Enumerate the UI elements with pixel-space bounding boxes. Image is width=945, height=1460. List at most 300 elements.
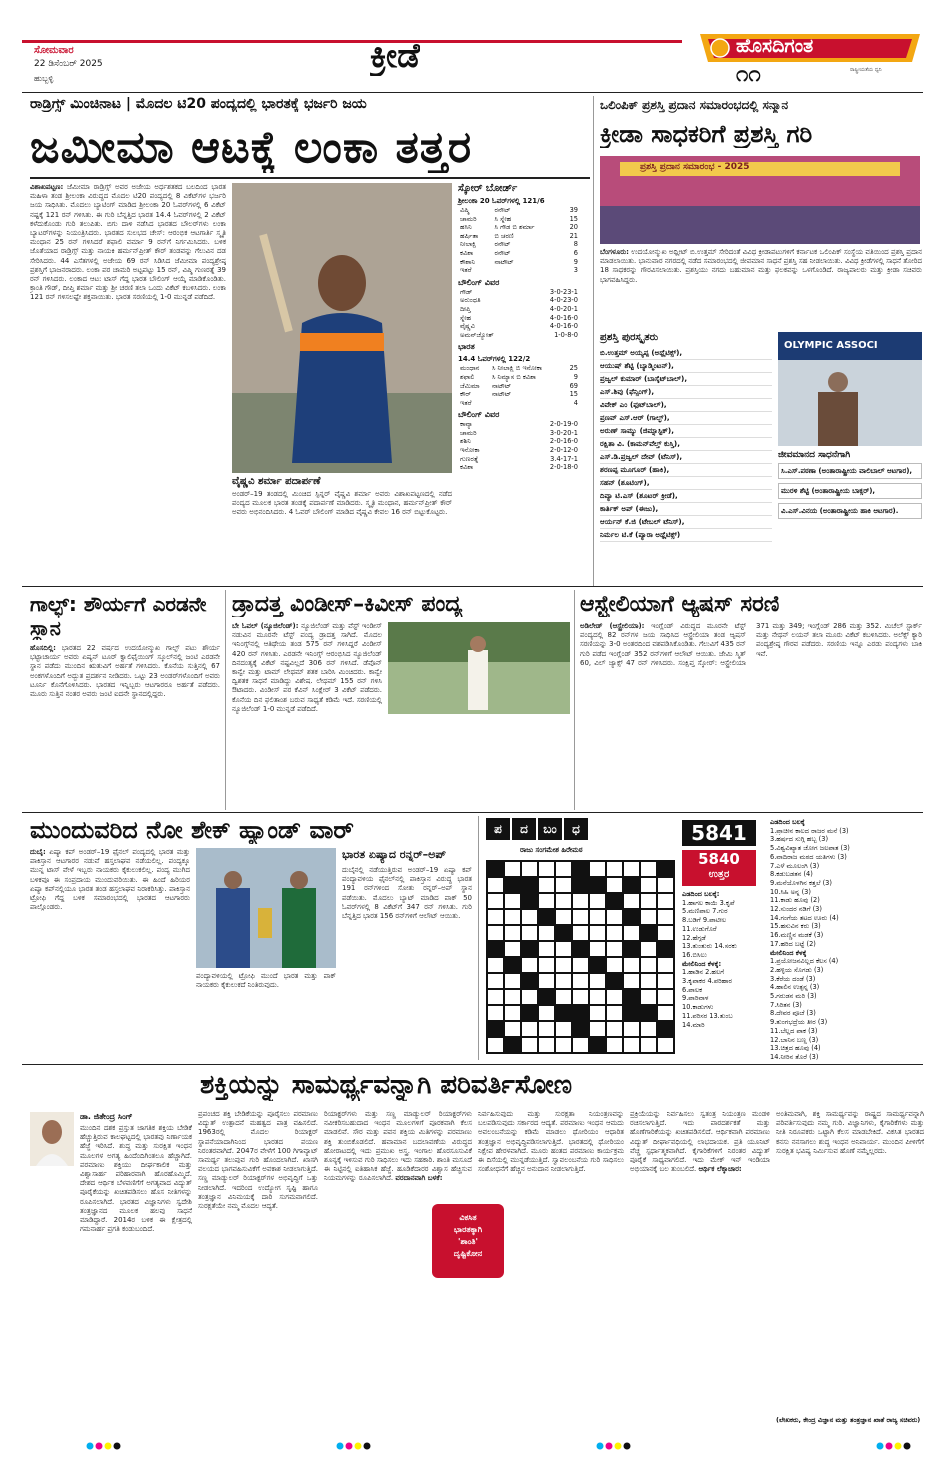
crossword-block bbox=[589, 877, 606, 893]
score-cell: 4-0-16-0 bbox=[549, 322, 578, 331]
score-cell: ಅಮನ್‌ಜ್ಯೋತ್ bbox=[460, 330, 494, 339]
crossword-cell[interactable] bbox=[640, 1037, 657, 1053]
winner-item: ದಿವ್ಯಾ ಟಿ.ಎಸ್ (ಶೂಟರ್ ಕ್ರೀಡೆ), bbox=[600, 490, 772, 503]
crossword-block bbox=[504, 877, 521, 893]
crossword-cell[interactable] bbox=[555, 973, 572, 989]
crossword-cell[interactable] bbox=[521, 957, 538, 973]
crossword-cell[interactable] bbox=[589, 861, 606, 877]
crossword-cell[interactable] bbox=[555, 893, 572, 909]
crossword-cell[interactable] bbox=[589, 893, 606, 909]
score-row bbox=[458, 215, 580, 224]
crossword-cell[interactable] bbox=[521, 861, 538, 877]
crossword-cell[interactable] bbox=[640, 941, 657, 957]
clue-item: 12.ಬಾನಿನ ಬಣ್ಣ (3) bbox=[770, 1035, 819, 1044]
crossword-cell[interactable] bbox=[555, 861, 572, 877]
clue-item: 4.ಹಾಲಿನ ಉತ್ಪನ್ನ (3) bbox=[770, 983, 820, 992]
crossword-cell[interactable] bbox=[589, 973, 606, 989]
clues-across bbox=[770, 827, 924, 949]
answer-item: 11.ಪರಿಸರ 13.ತುಂಬ bbox=[682, 1011, 733, 1020]
registration-dot bbox=[355, 1443, 362, 1450]
crossword-block bbox=[589, 957, 606, 973]
clues-across-head: ಎಡದಿಂದ ಬಲಕ್ಕೆ bbox=[770, 818, 805, 826]
crossword-cell[interactable] bbox=[623, 893, 640, 909]
pullquote bbox=[432, 1204, 504, 1278]
score-cell: ಸಿ ಸ್ನೇಹ bbox=[494, 214, 512, 223]
masthead bbox=[0, 0, 945, 92]
puzzle-title-letter: ಧ bbox=[564, 818, 588, 840]
handshake-photo bbox=[196, 848, 336, 968]
handshake-side-body: ದುಬೈನಲ್ಲಿ ನಡೆಯುತ್ತಿರುವ ಅಂಡರ್–19 ಏಷ್ಯಾ ಕಪ್ ಪಂದ್ಯಾವಳಿಯ ಫೈನಲ್‌ನಲ್ಲಿ ಪಾಕಿಸ್ತಾನ ವಿರುದ್ಧ ಭಾರತ 191 ರನ್‌ಗಳಿಂದ ಸೋತು ರನ್ನರ್‌–ಅಪ್ ಸ್ಥಾನ ಪಡೆಯಿತು. ಮೊದಲು ಬ್ಯಾಟ್ ಮಾಡಿದ ಪಾಕ್ 50 ಓವರ್‌ಗಳಲ್ಲಿ 8 ವಿಕೆಟ್‌ಗೆ 347 ರನ್ ಗಳಿಸಿತು. ಗುರಿ ಬೆನ್ನತ್ತಿದ ಭಾರತ 156 ರನ್‌ಗಳಿಗೆ ಆಲೌಟ್ ಆಯಿತು. bbox=[342, 866, 472, 921]
editorial-author: ಡಾ. ಜಿತೇಂದ್ರ ಸಿಂಗ್ bbox=[80, 1112, 133, 1121]
issue-day: ಸೋಮವಾರ bbox=[34, 45, 74, 56]
registration-dot bbox=[606, 1443, 613, 1450]
score-cell: ರನೌಟ್ bbox=[494, 248, 511, 257]
crossword-cell[interactable] bbox=[487, 925, 504, 941]
header-rule-top bbox=[22, 40, 682, 43]
score-cell: 2-0-12-0 bbox=[549, 446, 578, 455]
registration-dot bbox=[877, 1443, 884, 1450]
answer-item: 16.ಬಿಸಿಲು bbox=[682, 950, 707, 959]
crossword-cell[interactable] bbox=[589, 925, 606, 941]
olympic-winners-head: ಪ್ರಶಸ್ತಿ ಪುರಸ್ಕೃತರು bbox=[600, 332, 659, 343]
editorial-col1: ಮುಂದಿನ ದಶಕ ಪ್ರಸ್ತುತ ಜಾಗತಿಕ ಶಕ್ತಿಯ ಬೇಡಿಕೆ ಹೆಚ್ಚುತ್ತಿರುವ ಕಾಲಘಟ್ಟದಲ್ಲಿ ಭಾರತವು ನಿರ್ಣಾಯಕ ಹೆಜ್ಜೆ ಇರಿಸಿದೆ. ಶುದ್ಧ ಮತ್ತು ಸುರಕ್ಷಿತ ಇಂಧನ ಮೂಲಗಳ ಅಗತ್ಯ ಹಿಂದೆಂದಿಗಿಂತಲೂ ಹೆಚ್ಚಾಗಿದೆ. ಪರಮಾಣು ಶಕ್ತಿಯು ದೀರ್ಘಕಾಲಿಕ ಮತ್ತು ವಿಶ್ವಾಸಾರ್ಹ ಪರಿಹಾರವಾಗಿ ಹೊರಹೊಮ್ಮಿದೆ. ದೇಶದ ಆರ್ಥಿಕ ಬೆಳವಣಿಗೆಗೆ ಅಗತ್ಯವಾದ ವಿದ್ಯುತ್ ಪೂರೈಕೆಯನ್ನು ಖಚಿತಪಡಿಸಲು ಹೊಸ ನೀತಿಗಳನ್ನು ರೂಪಿಸಲಾಗಿದೆ. ಭಾರತದ ವಿಜ್ಞಾನಿಗಳು ಸ್ವದೇಶಿ ತಂತ್ರಜ್ಞಾನದ ಮೂಲಕ ಹಲವು ಸಾಧನೆ ಮಾಡಿದ್ದಾರೆ. 2014ರ ಬಳಿಕ ಈ ಕ್ಷೇತ್ರದಲ್ಲಿ ಗಮನಾರ್ಹ ಪ್ರಗತಿ ಕಂಡುಬಂದಿದೆ. bbox=[80, 1124, 192, 1234]
lifetime-item: ವಿ.ಎಸ್.ವಿನಯ (ಅಂತಾರಾಷ್ಟ್ರೀಯ ಹಾಕಿ ಆಟಗಾರ). bbox=[778, 503, 922, 519]
scoreboard bbox=[458, 183, 580, 583]
score-row bbox=[458, 399, 580, 408]
page-number: ೧೧ bbox=[736, 62, 761, 87]
crossword-cell[interactable] bbox=[623, 1021, 640, 1037]
crossword-cell[interactable] bbox=[521, 989, 538, 1005]
score-cell: ಸ್ನೇಹ bbox=[460, 313, 472, 322]
olympic-photo-2 bbox=[778, 332, 922, 446]
score-cell: ಗುಣರತ್ನೆ bbox=[460, 454, 479, 463]
crossword-block bbox=[572, 941, 589, 957]
score-cell: ವೈಷ್ಣವಿ bbox=[460, 322, 475, 331]
clue-item: 9.ತುಂಗಭದ್ರೆಯ ತೀರ (3) bbox=[770, 1018, 828, 1027]
registration-dot bbox=[87, 1443, 94, 1450]
crossword-cell[interactable] bbox=[606, 877, 623, 893]
score-cell: 20 bbox=[569, 223, 578, 232]
crossword-cell[interactable] bbox=[640, 1021, 657, 1037]
header-divider bbox=[22, 92, 923, 93]
crossword-cell[interactable] bbox=[487, 957, 504, 973]
score-cell: ಕವಿಶಾ bbox=[460, 463, 474, 472]
olympic-body-text: ಉದಯೋನ್ಮುಖ ಅಥ್ಲೀಟ್ ಬಿ.ಉತ್ತಮ್ ಸೇರಿದಂತೆ ವಿವಿಧ ಕ್ರೀಡಾಪಟುಗಳಿಗೆ ಕರ್ನಾಟಕ ಒಲಿಂಪಿಕ್ ಸಂಸ್ಥೆಯ ವತಿಯಿಂದ ಪ್ರಶಸ್ತಿ ಪ್ರದಾನ ಮಾಡಲಾಯಿತು. ಭಾನುವಾರ ನಗರದಲ್ಲಿ ನಡೆದ ಸಮಾರಂಭದಲ್ಲಿ ಜೀವಮಾನ ಸಾಧನೆ ಪ್ರಶಸ್ತಿ ಸಹ ನೀಡಲಾಯಿತು. ವಿವಿಧ ಕ್ರೀಡೆಗಳಲ್ಲಿ ಸಾಧನೆ ತೋರಿದ 18 ಸಾಧಕರನ್ನು ಗೌರವಿಸಲಾಯಿತು. ಪ್ರಶಸ್ತಿಯು ನಗದು ಬಹುಮಾನ ಮತ್ತು ಫಲಕವನ್ನು ಒಳಗೊಂಡಿದೆ. ರಾಜ್ಯಪಾಲರು ಮತ್ತು ಕ್ರೀಡಾ ಸಚಿವರು ಭಾಗವಹಿಸಿದ್ದರು. bbox=[600, 248, 922, 284]
score-cell: ಗೌಡ್ bbox=[460, 287, 473, 296]
score-cell: 2-0-16-0 bbox=[549, 437, 578, 446]
clue-item: 7.ಸಿರಿತನ (3) bbox=[770, 1000, 802, 1009]
score-cell: ನಾಟೌಟ್ bbox=[491, 390, 512, 399]
crossword-cell[interactable] bbox=[487, 973, 504, 989]
crossword-cell[interactable] bbox=[504, 1005, 521, 1021]
ashes-dateline: ಅಡಿಲೇಡ್ (ಆಸ್ಟ್ರೇಲಿಯಾ): bbox=[580, 622, 645, 630]
registration-dot bbox=[624, 1443, 631, 1450]
clue-item: 12.ಸುಂದರ ನಡಿಗೆ (3) bbox=[770, 905, 822, 914]
windies-body bbox=[232, 622, 382, 806]
answer-box bbox=[682, 850, 756, 886]
crossword-block bbox=[572, 1021, 589, 1037]
clue-item: 11.ಬೆಲ್ಲದ ಪಾಕ (3) bbox=[770, 1026, 818, 1035]
crossword-cell[interactable] bbox=[640, 989, 657, 1005]
score-cell: 39 bbox=[569, 206, 578, 214]
crossword-cell[interactable] bbox=[538, 941, 555, 957]
crossword-cell[interactable] bbox=[555, 989, 572, 1005]
crossword-cell[interactable] bbox=[487, 877, 504, 893]
handshake-body bbox=[30, 848, 190, 1058]
score-row bbox=[458, 322, 580, 331]
winner-item: ಆರ್ಯನ್ ಕೆ.ಜಿ (ಟೇಬಲ್ ಟೆನಿಸ್), bbox=[600, 516, 772, 529]
registration-dot bbox=[904, 1443, 911, 1450]
crossword-cell[interactable] bbox=[538, 893, 555, 909]
clue-item: 7.ಎಳೆ ಮೂಲಂಗಿ (3) bbox=[770, 861, 820, 870]
registration-marks bbox=[0, 1438, 945, 1452]
olympic-winners-list bbox=[600, 347, 772, 542]
row3-divider bbox=[22, 1064, 923, 1065]
crossword-cell[interactable] bbox=[572, 893, 589, 909]
crossword-cell[interactable] bbox=[657, 909, 674, 925]
golf-headline bbox=[30, 592, 220, 640]
crossword-cell[interactable] bbox=[538, 925, 555, 941]
winner-item: ಕಾರ್ತಿಕ್ ಅಪ್ (ಈಜು), bbox=[600, 503, 772, 516]
crossword-block bbox=[521, 973, 538, 989]
editorial-col3-text: ರಿಯಾಕ್ಟರ್‌ಗಳು ಮತ್ತು ಸಣ್ಣ ಮಾಡ್ಯುಲರ್ ರಿಯಾಕ್ಟರ್‌ಗಳು ನವೀಕರಿಸಬಹುದಾದ ಇಂಧನ ಮೂಲಗಳಿಗೆ ಪೂರಕವಾಗಿ ಕೆಲಸ ಮಾಡಲಿವೆ. ಸೌರ ಮತ್ತು ಪವನ ಶಕ್ತಿಯ ಮಿತಿಗಳನ್ನು ಪರಮಾಣು ಶಕ್ತಿ ತುಂಬಿಕೊಡಲಿದೆ. ಹವಾಮಾನ ಬದಲಾವಣೆಯ ವಿರುದ್ಧದ ಹೋರಾಟದಲ್ಲಿ ಇದು ಪ್ರಮುಖ ಅಸ್ತ್ರ. ಇಂಗಾಲ ಹೊರಸೂಸುವಿಕೆ ಶೂನ್ಯಕ್ಕೆ ಇಳಿಸುವ ಗುರಿ ಸಾಧಿಸಲು ಇದು ಸಹಕಾರಿ. ಶಾಂತಿ ಮಸೂದೆ ಈ ನಿಟ್ಟಿನಲ್ಲಿ ಐತಿಹಾಸಿಕ ಹೆಜ್ಜೆ. ಹೂಡಿಕೆದಾರರ ವಿಶ್ವಾಸ ಹೆಚ್ಚಿಸುವ ನಿಯಮಗಳನ್ನು ರೂಪಿಸಲಾಗಿದೆ. bbox=[324, 1110, 472, 1183]
crossword-cell[interactable] bbox=[521, 1037, 538, 1053]
score-cell: 25 bbox=[569, 364, 578, 373]
crossword-block bbox=[521, 877, 538, 893]
score-cell: ಚಾಮರಿ bbox=[460, 214, 477, 223]
crossword-cell[interactable] bbox=[606, 1037, 623, 1053]
clue-item: 13.ಚಿತ್ರದ ಹೂವು (4) bbox=[770, 1044, 821, 1053]
crossword-cell[interactable] bbox=[538, 877, 555, 893]
prev-puzzle-number: 5840 bbox=[698, 850, 740, 868]
crossword-cell[interactable] bbox=[538, 973, 555, 989]
crossword-cell[interactable] bbox=[487, 1037, 504, 1053]
editorial-headline: ಶಕ್ತಿಯನ್ನು ಸಾಮರ್ಥ್ಯವನ್ನಾಗಿ ಪರಿವರ್ತಿಸೋಣ bbox=[200, 1070, 573, 1100]
winner-item: ಸಹನ್ (ಶೂಟಿಂಗ್), bbox=[600, 477, 772, 490]
score-row bbox=[458, 305, 580, 314]
score-row bbox=[458, 314, 580, 323]
crossword-cell[interactable] bbox=[606, 941, 623, 957]
score-row bbox=[458, 266, 580, 275]
answer-item: 1.ಹಾಡಿನ 2.ಹಲಗೆ bbox=[682, 968, 725, 977]
crossword-block bbox=[572, 861, 589, 877]
crossword-cell[interactable] bbox=[487, 909, 504, 925]
crossword-cell[interactable] bbox=[572, 909, 589, 925]
score-row bbox=[458, 258, 580, 267]
score-cell: ಸಿ ನೀಲಾಕ್ಷಿ ಬಿ ಇನೋಕಾ bbox=[491, 364, 543, 373]
answers-list bbox=[682, 890, 766, 1058]
crossword-cell[interactable] bbox=[657, 925, 674, 941]
registration-dot bbox=[114, 1443, 121, 1450]
winner-item: ವಿವೇಕ್ ಎಂ (ಫುಟ್‌ಬಾಲ್), bbox=[600, 399, 772, 412]
score-cell: 3-0-23-1 bbox=[549, 287, 578, 296]
score-cell: ಸಿ ಗೌಡ ಬಿ ಶರ್ಮಾ bbox=[494, 223, 535, 232]
clue-item: 10.ಸಿಹಿ ಅನ್ನ (3) bbox=[770, 887, 811, 896]
clue-item: 9.ಮನೆಯೊಳಗಿನ ಕತ್ತಲೆ (3) bbox=[770, 878, 832, 887]
crossword-cell[interactable] bbox=[623, 861, 640, 877]
sl-bowling-table bbox=[458, 288, 580, 340]
crossword-block bbox=[521, 941, 538, 957]
score-cell: 3-0-20-1 bbox=[549, 428, 578, 437]
editorial-col2: ಪ್ರಪಂಚದ ಶಕ್ತಿ ಬೇಡಿಕೆಯನ್ನು ಪೂರೈಸಲು ಪರಮಾಣು ವಿದ್ಯುತ್ ಉತ್ಪಾದನೆ ಮಹತ್ವದ ಪಾತ್ರ ವಹಿಸಲಿದೆ. 1963ರಲ್ಲಿ ಮೊದಲ ರಿಯಾಕ್ಟರ್ ಸ್ಥಾಪನೆಯಾದಾಗಿನಿಂದ ಭಾರತದ ಪಯಣ ನಿರಂತರವಾಗಿದೆ. 2047ರ ವೇಳೆಗೆ 100 ಗಿಗಾವ್ಯಾಟ್ ಸಾಮರ್ಥ್ಯ ತಲುಪುವ ಗುರಿ ಹೊಂದಲಾಗಿದೆ. ಖಾಸಗಿ ವಲಯದ ಭಾಗವಹಿಸುವಿಕೆಗೆ ಅವಕಾಶ ನೀಡಲಾಗುತ್ತಿದೆ. ಸಣ್ಣ ಮಾಡ್ಯುಲರ್ ರಿಯಾಕ್ಟರ್‌ಗಳ ಅಭಿವೃದ್ಧಿಗೆ ಒತ್ತು ನೀಡಲಾಗಿದೆ. ಇದರಿಂದ ಉದ್ಯೋಗ ಸೃಷ್ಟಿ ಹಾಗೂ ತಂತ್ರಜ್ಞಾನ ವಿನಿಮಯಕ್ಕೆ ದಾರಿ ಸುಗಮವಾಗಲಿದೆ. ಸುರಕ್ಷತೆಯೇ ನಮ್ಮ ಮೊದಲ ಆದ್ಯತೆ. bbox=[198, 1110, 318, 1211]
crossword-cell[interactable] bbox=[521, 1021, 538, 1037]
crossword-cell[interactable] bbox=[589, 909, 606, 925]
score-row bbox=[458, 463, 580, 472]
lead-rule bbox=[30, 177, 590, 179]
crossword-cell[interactable] bbox=[657, 973, 674, 989]
crossword-cell[interactable] bbox=[606, 909, 623, 925]
crossword-cell[interactable] bbox=[606, 1005, 623, 1021]
crossword-cell[interactable] bbox=[538, 1005, 555, 1021]
answer-item: 5.ಮಣಿಪಾಲ 7.ಗುರ bbox=[682, 907, 728, 916]
crossword-cell[interactable] bbox=[589, 1021, 606, 1037]
crossword-cell[interactable] bbox=[538, 1021, 555, 1037]
crossword-block bbox=[572, 877, 589, 893]
crossword-block bbox=[623, 989, 640, 1005]
answer-item: 3.ಕೃಪಾಕರ 4.ಪರಿಹಾರ bbox=[682, 977, 732, 986]
editorial-col4b bbox=[510, 1204, 624, 1430]
crossword-cell[interactable] bbox=[521, 909, 538, 925]
clue-item: 11.ಕಾಡು ಹೂವು (2) bbox=[770, 896, 820, 905]
crossword-cell[interactable] bbox=[606, 925, 623, 941]
crossword-cell[interactable] bbox=[555, 1037, 572, 1053]
sl-innings-head: ಶ್ರೀಲಂಕಾ 20 ಓವರ್‌ಗಳಲ್ಲಿ 121/6 bbox=[458, 197, 545, 205]
crossword-cell[interactable] bbox=[487, 893, 504, 909]
registration-dot bbox=[886, 1443, 893, 1450]
clue-item: 6.ವಾದಿರಾಜ ಮಠದ ಯತಿಗಳು (3) bbox=[770, 852, 847, 861]
registration-dot bbox=[895, 1443, 902, 1450]
registration-dot bbox=[337, 1443, 344, 1450]
windies-body-text: ನ್ಯೂಜಿಲೆಂಡ್ ಮತ್ತು ವೆಸ್ಟ್ ಇಂಡೀಸ್ ನಡುವಿನ ಮೂರನೇ ಟೆಸ್ಟ್ ಪಂದ್ಯ ಡ್ರಾದತ್ತ ಸಾಗಿದೆ. ಮೊದಲ ಇನಿಂಗ್ಸ್‌ನಲ್ಲಿ ಆತಿಥೇಯ ತಂಡ 575 ರನ್ ಗಳಿಸಿದ್ದರೆ ವಿಂಡೀಸ್ 420 ರನ್ ಗಳಿಸಿತು. ಎರಡನೇ ಇನಿಂಗ್ಸ್ ಆರಂಭಿಸಿದ ನ್ಯೂಜಿಲೆಂಡ್ ದಿನದಂತ್ಯಕ್ಕೆ ವಿಕೆಟ್ ನಷ್ಟವಿಲ್ಲದೆ 306 ರನ್ ಗಳಿಸಿದೆ. ಡೆವೊನ್ ಕಾನ್ವೇ ಮತ್ತು ಟಾಮ್ ಲೇಥಮ್ ಶತಕ ಬಾರಿಸಿ ಮಿಂಚಿದರು. ಕಾನ್ವೇ ದ್ವಿಶತಕ ಸಾಧನೆ ಮಾಡಿದ್ದು ವಿಶೇಷ. ಲೇಥಮ್ 155 ರನ್ ಗಳಿಸಿ ಔಟಾದರು. ವಿಂಡೀಸ್ ಪರ ಕೆವಿನ್ ಸಿಂಕ್ಲೇರ್ 3 ವಿಕೆಟ್ ಪಡೆದರು. ಕೊನೆಯ ದಿನ ಫಲಿತಾಂಶ ಬರುವ ಸಾಧ್ಯತೆ ಕಡಿಮೆ ಇದೆ. ಸರಣಿಯಲ್ಲಿ ನ್ಯೂಜಿಲೆಂಡ್ 1-0 ಮುನ್ನಡೆ ಪಡೆದಿದೆ. bbox=[232, 622, 382, 713]
registration-dot bbox=[615, 1443, 622, 1450]
ashes-body bbox=[580, 622, 922, 806]
crossword-cell[interactable] bbox=[504, 1021, 521, 1037]
crossword-cell[interactable] bbox=[487, 1005, 504, 1021]
crossword-cell[interactable] bbox=[504, 941, 521, 957]
sl-batting-table bbox=[458, 206, 580, 275]
crossword-cell[interactable] bbox=[640, 973, 657, 989]
crossword-cell[interactable] bbox=[606, 861, 623, 877]
score-row bbox=[458, 429, 580, 438]
winner-item: ಎಸ್.ಶಿವು (ಫೆನ್ಸಿಂಗ್), bbox=[600, 386, 772, 399]
winner-item: ಶರಣಪ್ಪ ಮೂಗೂರ್ (ಹಾಕಿ), bbox=[600, 464, 772, 477]
crossword-block bbox=[555, 925, 572, 941]
editorial-subhead1: ವರದಾನವಾಗಿ ಬಳಕೆ: bbox=[395, 1174, 443, 1183]
olympic-dateline: ಬೆಂಗಳೂರು: bbox=[600, 248, 629, 256]
crossword-block bbox=[487, 941, 504, 957]
crossword-cell[interactable] bbox=[657, 989, 674, 1005]
crossword-block bbox=[521, 893, 538, 909]
crossword-cell[interactable] bbox=[538, 861, 555, 877]
col-divider-lead bbox=[593, 96, 594, 586]
editorial-subhead2: ಆರ್ಥಿಕ ಲೆಕ್ಕಾಚಾರ: bbox=[698, 1165, 742, 1174]
crossword-cell[interactable] bbox=[657, 877, 674, 893]
lifetime-head: ಜೀವಮಾನದ ಸಾಧನೆಗಾಗಿ bbox=[778, 450, 851, 460]
crossword-cell[interactable] bbox=[640, 861, 657, 877]
puzzle-title-letter: ಬಂ bbox=[538, 818, 562, 840]
lead-headline: ಜಮೀಮಾ ಆಟಕ್ಕೆ ಲಂಕಾ ತತ್ತರ bbox=[30, 122, 473, 173]
crossword-cell[interactable] bbox=[657, 893, 674, 909]
score-cell: 9 bbox=[573, 257, 578, 266]
score-cell: 69 bbox=[569, 381, 578, 390]
clue-item: 1.ಪ್ರಾಚೀನ ಕಾಲದ ರಾಜರ ಮನೆ (3) bbox=[770, 826, 849, 835]
crossword-cell[interactable] bbox=[572, 989, 589, 1005]
crossword-cell[interactable] bbox=[657, 1037, 674, 1053]
in-innings-head: 14.4 ಓವರ್‌ಗಳಲ್ಲಿ 122/2 bbox=[458, 355, 531, 364]
score-cell: ಕವಿಶಾ bbox=[460, 248, 474, 257]
score-cell: 21 bbox=[569, 231, 578, 240]
clue-item: 14.ಗಂಗೆಯ ತಟದ ಊರು (4) bbox=[770, 913, 839, 922]
row1-divider bbox=[22, 586, 923, 587]
across-answers bbox=[682, 899, 766, 960]
registration-dots bbox=[0, 1439, 945, 1453]
crossword-cell[interactable] bbox=[572, 925, 589, 941]
score-cell: ಇನೋಕಾ bbox=[460, 446, 480, 455]
crossword-cell[interactable] bbox=[640, 877, 657, 893]
answer-item: 12.ಹೆಗ್ಗಡೆ bbox=[682, 933, 706, 942]
crossword-cell[interactable] bbox=[589, 941, 606, 957]
handshake-sidebar bbox=[342, 848, 472, 1058]
winner-item: ಪ್ರಣವ್ ಎಸ್.ಆರ್ (ಗಾಲ್ಫ್), bbox=[600, 412, 772, 425]
answer-item: 14.ಮಾರಿ bbox=[682, 1020, 705, 1029]
crossword-block bbox=[640, 1005, 657, 1021]
lead-dateline: ವಿಶಾಖಪಟ್ಟಣ: bbox=[30, 183, 64, 191]
crossword-cell[interactable] bbox=[640, 957, 657, 973]
crossword-cell[interactable] bbox=[555, 877, 572, 893]
score-cell: ಅರುಂಧತಿ bbox=[460, 296, 481, 305]
issue-city: ಹುಬ್ಬಳ್ಳಿ bbox=[34, 74, 54, 83]
crossword-block bbox=[606, 973, 623, 989]
crossword-cell[interactable] bbox=[555, 941, 572, 957]
crossword-cell[interactable] bbox=[606, 1021, 623, 1037]
in-bowling-table bbox=[458, 420, 580, 472]
crossword-cell[interactable] bbox=[538, 1037, 555, 1053]
crossword-block bbox=[538, 909, 555, 925]
crossword-cell[interactable] bbox=[555, 957, 572, 973]
crossword-cell[interactable] bbox=[623, 1037, 640, 1053]
sl-bowling-head: ಬೌಲಿಂಗ್ ವಿವರ bbox=[458, 277, 500, 287]
crossword-cell[interactable] bbox=[504, 925, 521, 941]
down-answers bbox=[682, 968, 766, 1029]
crossword-cell[interactable] bbox=[623, 957, 640, 973]
score-cell: 3 bbox=[573, 266, 578, 275]
score-cell: ಕೌರ್ bbox=[460, 390, 472, 399]
crossword-cell[interactable] bbox=[504, 989, 521, 1005]
crossword-block bbox=[572, 1005, 589, 1021]
olympic-body bbox=[600, 248, 922, 330]
score-cell: 9 bbox=[573, 372, 578, 381]
in-bowling-head: ಬೌಲಿಂಗ್ ವಿವರ bbox=[458, 410, 500, 420]
windies-headline: ಡ್ರಾದತ್ತ ವಿಂಡೀಸ್–ಕಿವೀಸ್ ಪಂದ್ಯ bbox=[232, 592, 463, 617]
pullquote-line3: 'ಶಾಂತಿ' bbox=[458, 1237, 478, 1246]
handshake-side-head: ಭಾರತ ಏಷ್ಯಾದ ರನ್ನರ್–ಅಪ್ bbox=[342, 848, 446, 861]
score-cell: ಕಾವ್ಯಾ bbox=[460, 420, 473, 429]
row2-divider bbox=[22, 812, 923, 813]
crossword-cell[interactable] bbox=[657, 1005, 674, 1021]
clue-item: 2.ಹಳ್ಳಿಯ ಸೊಗಡು (3) bbox=[770, 965, 824, 974]
score-cell: ಕೌಶಾನಿ bbox=[460, 257, 476, 266]
crossword-cell[interactable] bbox=[623, 973, 640, 989]
score-row bbox=[458, 296, 580, 305]
lifetime-item: ಸಿ.ಎಸ್.ಪಠಣಾ (ಅಂತಾರಾಷ್ಟ್ರೀಯ ವಾಲಿಬಾಲ್ ಆಟಗಾರ), bbox=[778, 463, 922, 479]
crossword-cell[interactable] bbox=[487, 989, 504, 1005]
col-divider-golf bbox=[225, 590, 226, 810]
answer-item: 10.ಕಾಡುಗಳು bbox=[682, 1003, 714, 1012]
crossword-cell[interactable] bbox=[657, 957, 674, 973]
score-row bbox=[458, 364, 580, 373]
ashes-body-text: ಇಂಗ್ಲೆಂಡ್ ವಿರುದ್ಧದ ಮೂರನೇ ಟೆಸ್ಟ್ ಪಂದ್ಯದಲ್ಲಿ 82 ರನ್‌ಗಳ ಜಯ ಸಾಧಿಸಿದ ಆಸ್ಟ್ರೇಲಿಯಾ ತಂಡ ಆ್ಯಷಸ್ ಸರಣಿಯನ್ನು 3-0 ಅಂತರದಿಂದ ವಶಪಡಿಸಿಕೊಂಡಿತು. ಗೆಲುವಿಗೆ 435 ರನ್ ಗುರಿ ಪಡೆದ ಇಂಗ್ಲೆಂಡ್ 352 ರನ್‌ಗಳಿಗೆ ಆಲೌಟ್ ಆಯಿತು. ಜೇಮಿ ಸ್ಮಿತ್ 60, ವಿಲ್ ಜ್ಯಾಕ್ಸ್ 47 ರನ್ ಗಳಿಸಿದರು. ಸಂಕ್ಷಿಪ್ತ ಸ್ಕೋರ್: ಆಸ್ಟ್ರೇಲಿಯಾ 371 ಮತ್ತು 349; ಇಂಗ್ಲೆಂಡ್ 286 ಮತ್ತು 352. ಮಿಚೆಲ್ ಸ್ಟಾರ್ಕ್ ಮತ್ತು ನೇಥನ್ ಲಯನ್ ತಲಾ ಮೂರು ವಿಕೆಟ್ ಕಬಳಿಸಿದರು. ಅಲೆಕ್ಸ್ ಕ್ಯಾರಿ ಪಂದ್ಯಶ್ರೇಷ್ಠ ಗೌರವ ಪಡೆದರು. ಸರಣಿಯ ಇನ್ನೂ ಎರಡು ಪಂದ್ಯಗಳು ಬಾಕಿ ಇವೆ. bbox=[580, 622, 922, 667]
crossword-cell[interactable] bbox=[504, 973, 521, 989]
score-row bbox=[458, 373, 580, 382]
crossword-cell[interactable] bbox=[521, 925, 538, 941]
windies-dateline: ಬೇ ಓವಲ್ (ನ್ಯೂಜಿಲೆಂಡ್): bbox=[232, 622, 299, 630]
clue-item: 1.ಪ್ರಯೋಜನವಿಲ್ಲದ ಕೆಲಸ (4) bbox=[770, 957, 839, 966]
score-cell: ಶಫಾಲಿ bbox=[460, 372, 475, 381]
score-cell: ಇತರೆ bbox=[460, 398, 472, 407]
lifetime-item: ಮುರಳಿ ಶೆಟ್ಟಿ (ಅಂತಾರಾಷ್ಟ್ರೀಯ ಬಾಕ್ಸರ್), bbox=[778, 483, 922, 499]
windies-photo bbox=[388, 622, 570, 714]
prev-puzzle-label: ಉತ್ತರ bbox=[708, 869, 730, 880]
winner-item: ಎಸ್.ಡಿ.ಪ್ರಜ್ವಲ್ ದೇವ್ (ಟೆನಿಸ್), bbox=[600, 451, 772, 464]
crossword-cell[interactable] bbox=[572, 957, 589, 973]
issue-date: 22 ಡಿಸೆಂಬರ್ 2025 bbox=[34, 59, 103, 69]
score-cell: 2-0-18-0 bbox=[549, 463, 578, 472]
crossword-cell[interactable] bbox=[640, 893, 657, 909]
crossword-cell[interactable] bbox=[504, 909, 521, 925]
score-row bbox=[458, 437, 580, 446]
score-cell: ರನೌಟ್ bbox=[494, 240, 511, 249]
crossword-cell[interactable] bbox=[606, 957, 623, 973]
crossword-cell[interactable] bbox=[606, 989, 623, 1005]
crossword-cell[interactable] bbox=[640, 909, 657, 925]
lead-photo bbox=[232, 183, 452, 473]
score-cell: 15 bbox=[569, 214, 578, 223]
crossword-cell[interactable] bbox=[555, 1021, 572, 1037]
crossword-cell[interactable] bbox=[538, 957, 555, 973]
down-answers-head: ಮೇಲಿನಿಂದ ಕೆಳಕ್ಕೆ: bbox=[682, 959, 722, 968]
olympic-kicker: ಒಲಿಂಪಿಕ್ ಪ್ರಶಸ್ತಿ ಪ್ರದಾನ ಸಮಾರಂಭದಲ್ಲಿ ಸನ್ಮಾನ bbox=[600, 98, 789, 112]
crossword-cell[interactable] bbox=[589, 989, 606, 1005]
score-cell: ವಿಷ್ಮಿ bbox=[460, 206, 470, 214]
crossword-cell[interactable] bbox=[504, 861, 521, 877]
puzzle-author: ರಾಜು ಸಂಗಮೇಶ ಹಿರೇಮಠ bbox=[520, 846, 583, 854]
winner-item: ಆಯುಷ್ ಶೆಟ್ಟಿ (ಬ್ಯಾಡ್ಮಿಂಟನ್), bbox=[600, 360, 772, 373]
crossword-block bbox=[657, 861, 674, 877]
crossword-cell[interactable] bbox=[623, 925, 640, 941]
golf-body bbox=[30, 644, 220, 804]
score-row bbox=[458, 455, 580, 464]
answer-item: 9.ಪಾರಿವಾಳ bbox=[682, 994, 709, 1003]
answer-item: 6.ಪಾಲಕ bbox=[682, 985, 703, 994]
ashes-headline: ಆಸ್ಟ್ರೇಲಿಯಾಗೆ ಆ್ಯಷಸ್ ಸರಣಿ bbox=[580, 592, 780, 617]
lifetime-list bbox=[778, 463, 922, 519]
author-photo bbox=[30, 1112, 74, 1166]
crossword-cell[interactable] bbox=[589, 1005, 606, 1021]
crossword-cell[interactable] bbox=[572, 1037, 589, 1053]
score-cell: ನೀಲಾಕ್ಷಿ bbox=[460, 240, 477, 249]
crossword-cell[interactable] bbox=[504, 893, 521, 909]
score-row bbox=[458, 223, 580, 232]
score-cell: ನಾಟೌಟ್ bbox=[494, 257, 514, 266]
crossword-cell[interactable] bbox=[555, 909, 572, 925]
winner-item: ರಕ್ಷಿತಾ ವಿ. (ಕಾಮನ್‌ವೆಲ್ತ್ ಕುಸ್ತಿ), bbox=[600, 438, 772, 451]
editorial-col5-text: ಪ್ರಕ್ರಿಯೆಯನ್ನು ನಿರ್ವಹಿಸಲು ಸ್ವತಂತ್ರ ನಿಯಂತ್ರಣ ಮಂಡಳಿ ರಚಿಸಲಾಗುತ್ತಿದೆ. ಇದು ಪಾರದರ್ಶಕತೆ ಮತ್ತು ಹೊಣೆಗಾರಿಕೆಯನ್ನು ಖಚಿತಪಡಿಸಲಿದೆ. ಆರ್ಥಿಕವಾಗಿ ಪರಮಾಣು ವಿದ್ಯುತ್ ದೀರ್ಘಾವಧಿಯಲ್ಲಿ ಲಾಭದಾಯಕ. ಪ್ರತಿ ಯೂನಿಟ್ ವೆಚ್ಚ ಸ್ಪರ್ಧಾತ್ಮಕವಾಗಿದೆ. ಕೈಗಾರಿಕೆಗಳಿಗೆ ನಿರಂತರ ವಿದ್ಯುತ್ ಪೂರೈಕೆ ಸಾಧ್ಯವಾಗಲಿದೆ. ಇದು ಮೇಕ್ ಇನ್ ಇಂಡಿಯಾ ಅಭಿಯಾನಕ್ಕೆ ಬಲ ತುಂಬಲಿದೆ. bbox=[630, 1110, 770, 1174]
clue-item: 3.ಹರ್ಷದ ಸುಗ್ಗಿ ಹಬ್ಬ (3) bbox=[770, 835, 829, 844]
winner-item: ಪ್ರಜ್ವಲ್ ಕುಮಾರ್ (ಬಾಸ್ಕೆಟ್‌ಬಾಲ್), bbox=[600, 373, 772, 386]
clue-item: 8.ಕಡುಬಡತನ (4) bbox=[770, 870, 813, 879]
score-row bbox=[458, 382, 580, 391]
crossword-cell[interactable] bbox=[572, 973, 589, 989]
